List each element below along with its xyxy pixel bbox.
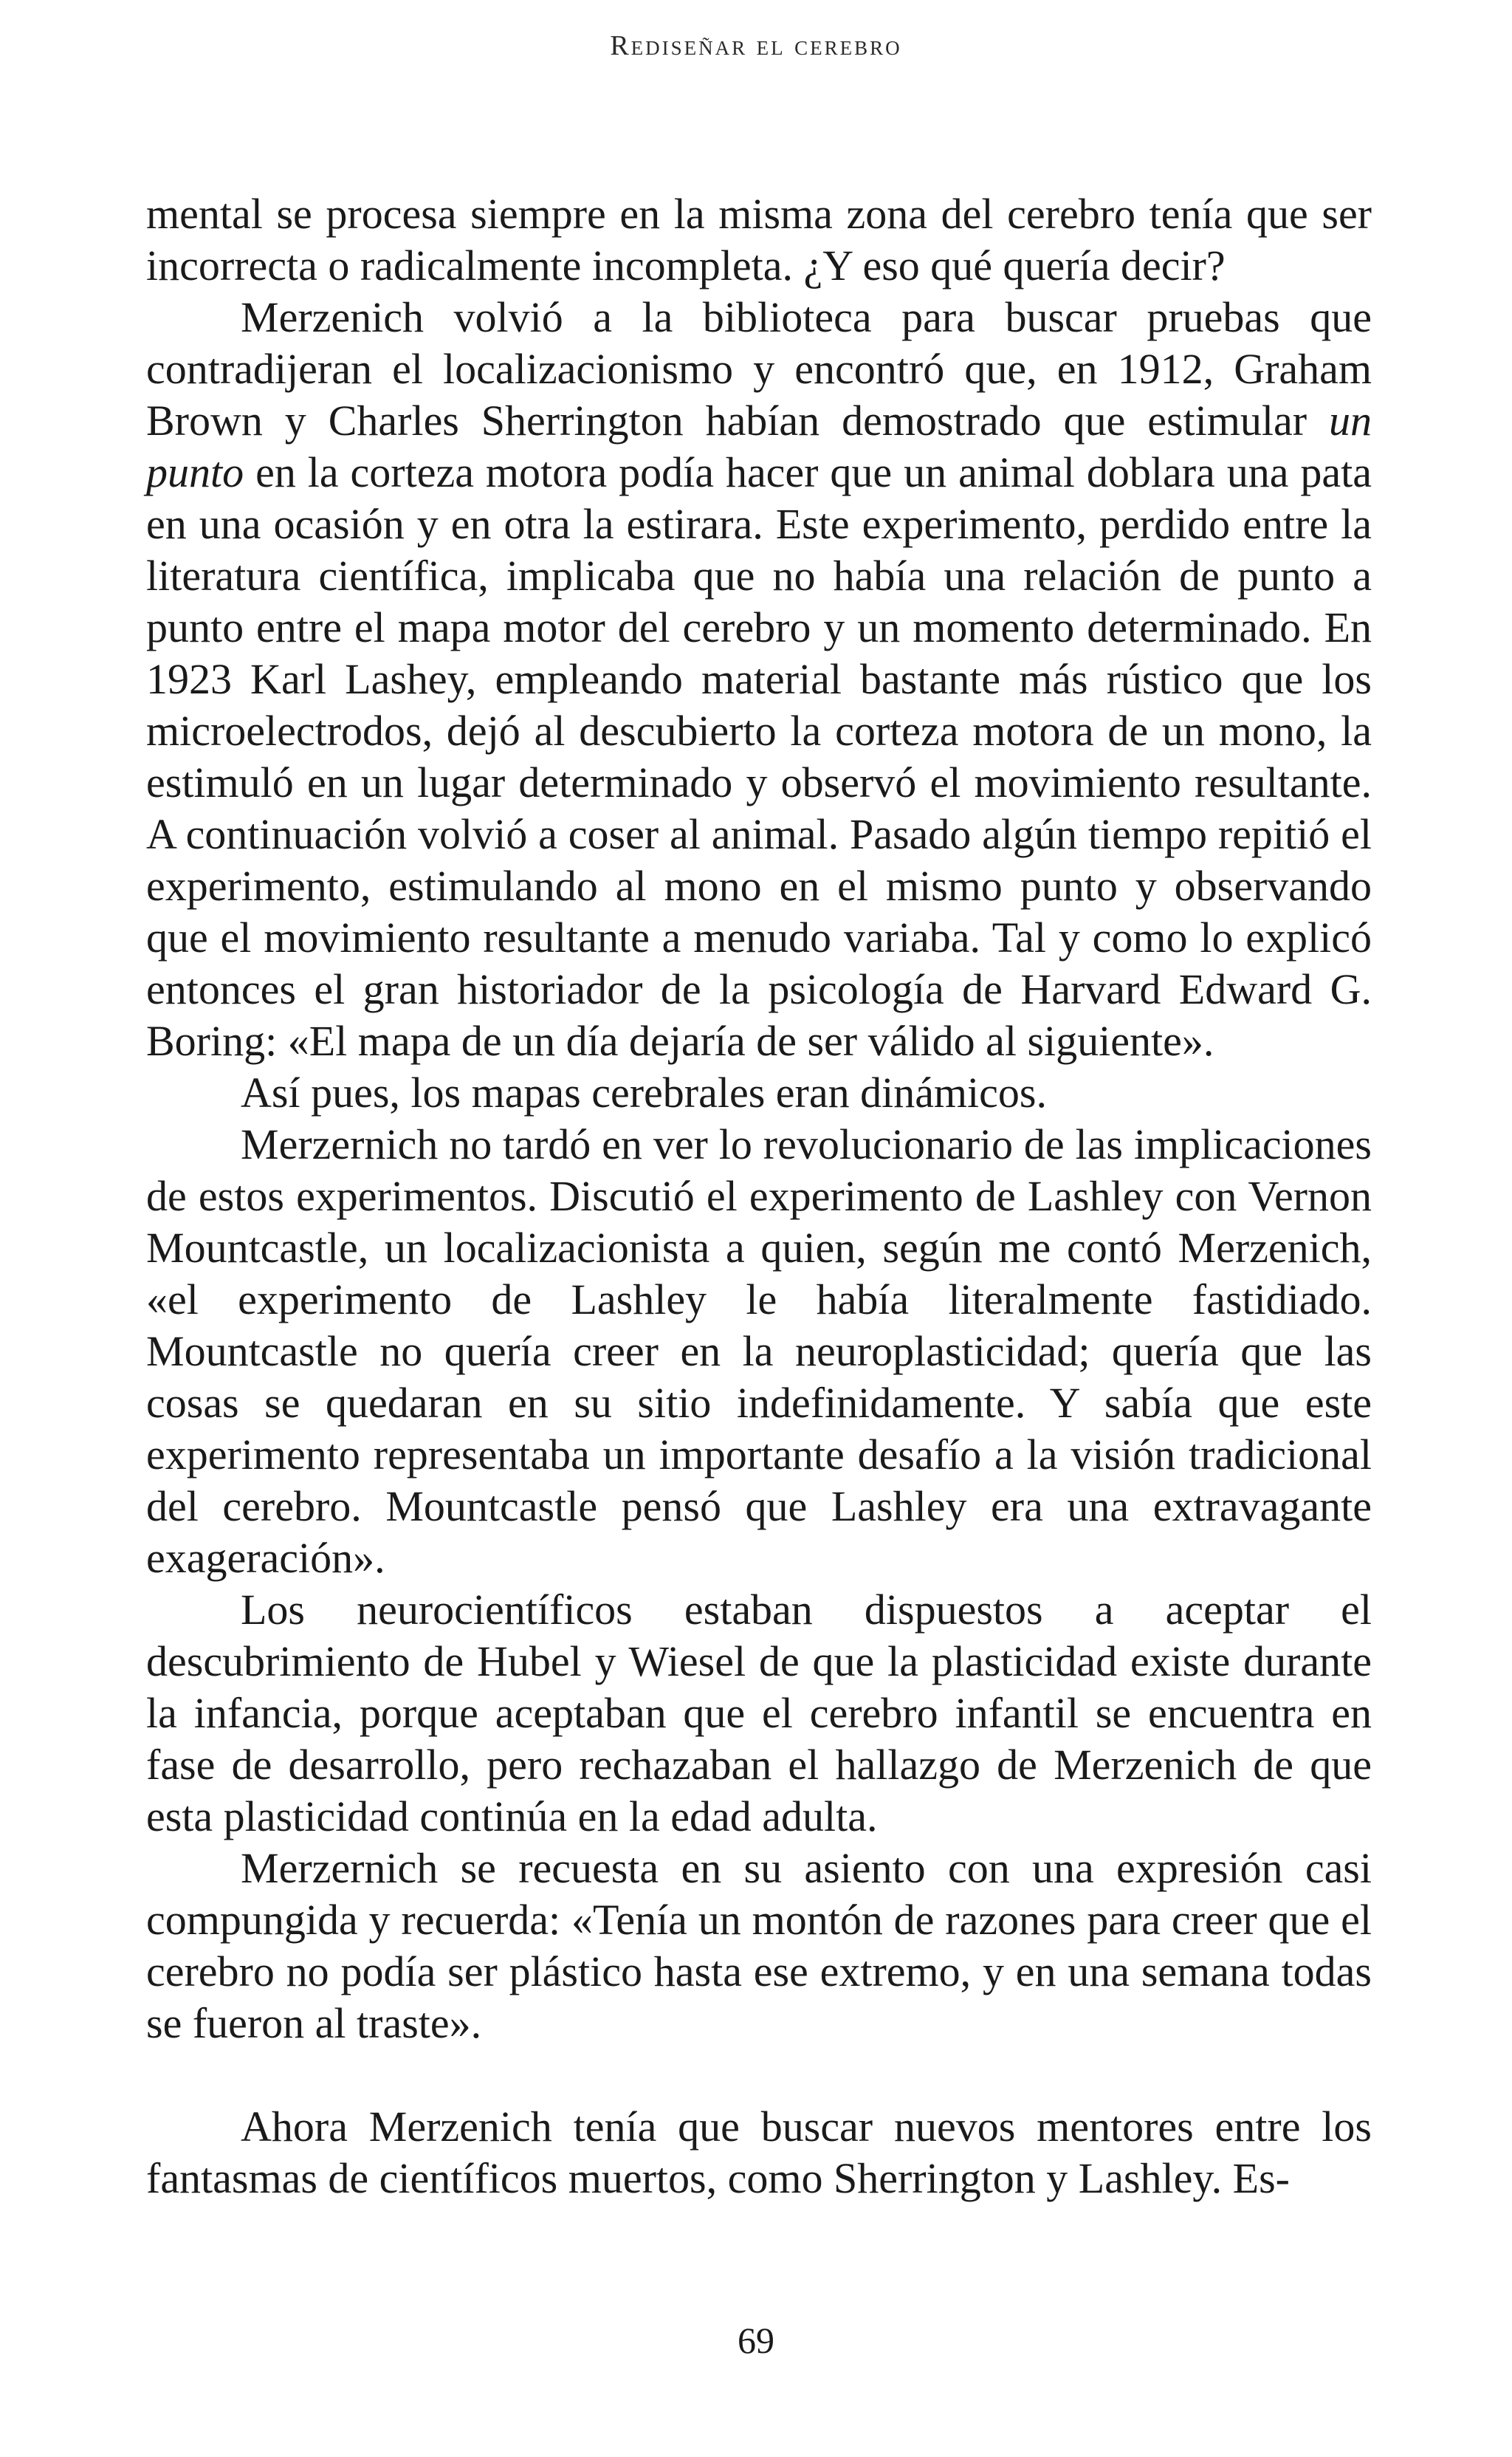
paragraph: Los neurocientíficos estaban dispuestos a aceptar el descubrimiento de Hubel y Wiesel de que la plasticidad existe durante la infancia, porque aceptaban que el cerebro infantil se encuentra en fase de desarrollo, pero rechazaban el hallazgo de Merzenich de que esta plasticidad continúa en la edad adulta.: [146, 1586, 1372, 1840]
paragraph: Merzernich se recuesta en su asiento con una expresión casi compungida y recuerda: «Tenía un montón de razones para creer que el cerebro no podía ser plástico hasta ese extremo, y en una semana todas se fueron al traste».: [146, 1844, 1372, 2047]
paragraph-text: Merzenich volvió a la biblioteca para buscar pruebas que contradijeran el localizacionismo y encontró que, en 1912, Graham Brown y Charles Sherrington habían demostrado que estimular: [146, 293, 1372, 445]
body-text: [146, 188, 1372, 2204]
page-number: 69: [738, 2320, 774, 2361]
paragraph: Ahora Merzenich tenía que buscar nuevos mentores entre los fantasmas de científicos muertos, como Sherrington y Lashley. Es-: [146, 2103, 1372, 2202]
paragraph: [146, 292, 1372, 1067]
paragraph: Así pues, los mapas cerebrales eran dinámicos.: [241, 1069, 1047, 1117]
paragraph-continuation: mental se procesa siempre en la misma zona del cerebro tenía que ser incorrecta o radicalmente incompleta. ¿Y eso qué quería decir?: [146, 190, 1372, 289]
paragraph: Merzernich no tardó en ver lo revolucionario de las implicaciones de estos experimentos. Discutió el experimento de Lashley con Vernon Mountcastle, un localizacionista a quien, según me contó Merzenich, «el experimento de Lashley le había literalmente fastidiado. Mountcastle no quería creer en la neuroplasticidad; quería que las cosas se quedaran en su sitio indefinidamente. Y sabía que este experimento representaba un importante desafío a la visión tradicional del cerebro. Mountcastle pensó que Lashley era una extravagante exageración».: [146, 1120, 1372, 1582]
paragraph-text: en la corteza motora podía hacer que un animal doblara una pata en una ocasión y en otra la estirara. Este experimento, perdido entre la literatura científica, implicaba que no había una relación de punto a punto entre el mapa motor del cerebro y un momento determinado. En 1923 Karl Lashey, empleando material bastante más rústico que los microelectrodos, dejó al descubierto la corteza motora de un mono, la estimuló en un lugar determinado y observó el movimiento resultante. A continuación volvió a coser al animal. Pasado algún tiempo repitió el experimento, estimulando al mono en el mismo punto y observando que el movimiento resultante a menudo variaba. Tal y como lo explicó entonces el gran historiador de la psicología de Harvard Edward G. Boring: «El mapa de un día dejaría de ser válido al siguiente».: [146, 448, 1372, 1065]
italic-phrase: un punto: [146, 397, 1372, 496]
running-head: Rediseñar el cerebro: [610, 30, 902, 61]
